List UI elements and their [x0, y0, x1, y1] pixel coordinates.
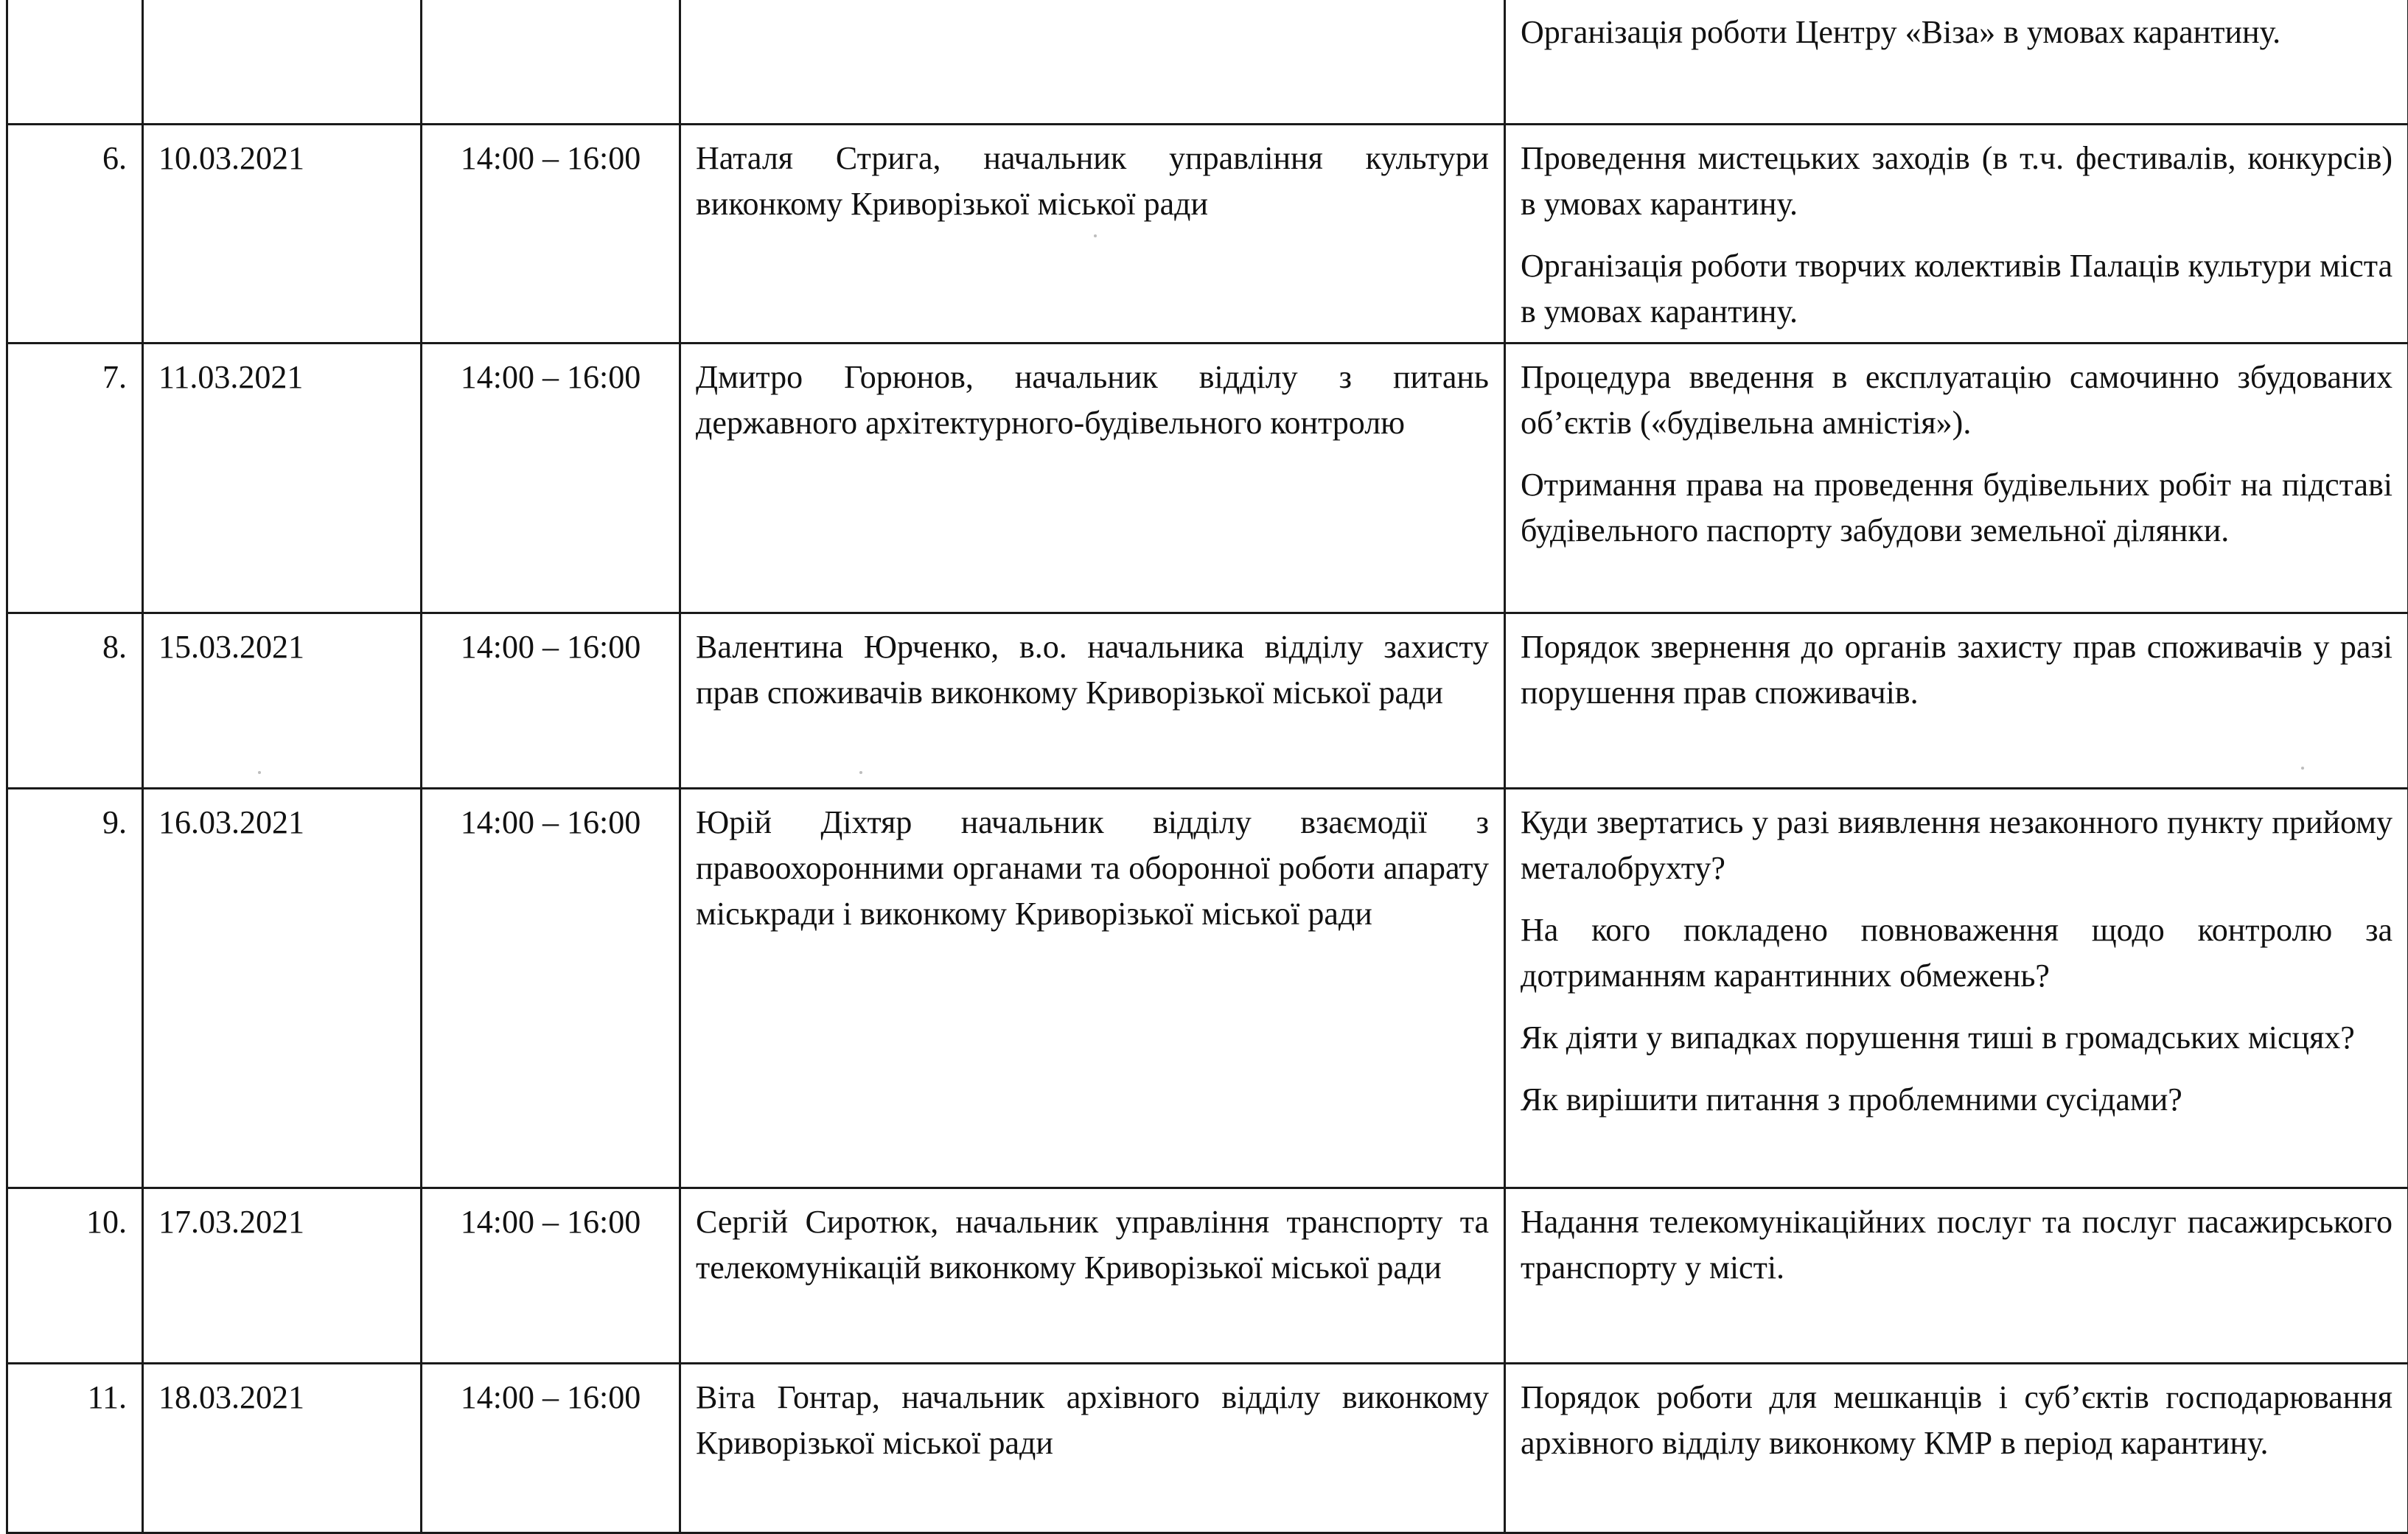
official-cell: Валентина Юрченко, в.о. начальника відділу захисту прав споживачів виконкому Криворізької міської ради [680, 613, 1505, 789]
topic-paragraph: Процедура введення в експлуатацію самочинно збудованих об’єктів («будівельна амністія»). [1521, 355, 2393, 446]
topics-cell [1505, 1364, 2408, 1533]
date-cell: 16.03.2021 [143, 789, 422, 1188]
row-number-cell [7, 0, 143, 125]
official-cell: Юрій Діхтяр начальник відділу взаємодії з правоохоронними органами та оборонної роботи апарату міськради і виконкому Криворізької міської ради [680, 789, 1505, 1188]
official-cell: Дмитро Горюнов, начальник відділу з питань державного архітектурного-будівельного контролю [680, 344, 1505, 613]
topics-cell [1505, 613, 2408, 789]
table-row [7, 0, 2408, 125]
table-row [7, 1188, 2408, 1364]
official-cell: Сергій Сиротюк, начальник управління транспорту та телекомунікацій виконкому Криворізької міської ради [680, 1188, 1505, 1364]
topic-paragraph: Порядок звернення до органів захисту прав споживачів у разі порушення прав споживачів. [1521, 624, 2393, 716]
table-row [7, 613, 2408, 789]
official-cell: Наталя Стрига, начальник управління культури виконкому Криворізької міської ради [680, 125, 1505, 344]
table-row [7, 344, 2408, 613]
time-cell: 14:00 – 16:00 [422, 344, 680, 613]
topic-paragraph: На кого покладено повноваження щодо контролю за дотриманням карантинних обмежень? [1521, 907, 2393, 999]
row-number-cell: 6. [7, 125, 143, 344]
topic-paragraph: Як вирішити питання з проблемними сусідами? [1521, 1077, 2393, 1123]
row-number-cell: 8. [7, 613, 143, 789]
date-cell: 10.03.2021 [143, 125, 422, 344]
topics-cell [1505, 789, 2408, 1188]
official-cell: Віта Гонтар, начальник архівного відділу виконкому Криворізької міської ради [680, 1364, 1505, 1533]
topics-cell [1505, 1188, 2408, 1364]
date-cell: 11.03.2021 [143, 344, 422, 613]
table-row [7, 789, 2408, 1188]
official-cell [680, 0, 1505, 125]
table-row [7, 1364, 2408, 1533]
topic-paragraph: Отримання права на проведення будівельних робіт на підставі будівельного паспорту забудови земельної ділянки. [1521, 462, 2393, 554]
scan-speck [859, 771, 862, 774]
topic-paragraph: Надання телекомунікаційних послуг та послуг пасажирського транспорту у місті. [1521, 1199, 2393, 1291]
time-cell [422, 0, 680, 125]
topics-cell [1505, 344, 2408, 613]
scan-speck [2301, 767, 2304, 770]
row-number-cell: 11. [7, 1364, 143, 1533]
scan-speck [258, 771, 261, 774]
time-cell: 14:00 – 16:00 [422, 613, 680, 789]
topic-paragraph: Куди звертатись у разі виявлення незаконного пункту прийому металобрухту? [1521, 800, 2393, 891]
topic-paragraph: Організація роботи творчих колективів Палаців культури міста в умовах карантину. [1521, 243, 2393, 335]
topics-cell [1505, 125, 2408, 344]
time-cell: 14:00 – 16:00 [422, 1364, 680, 1533]
time-cell: 14:00 – 16:00 [422, 789, 680, 1188]
date-cell: 18.03.2021 [143, 1364, 422, 1533]
scan-speck [1094, 234, 1097, 237]
date-cell: 17.03.2021 [143, 1188, 422, 1364]
topic-paragraph: Як діяти у випадках порушення тиші в громадських місцях? [1521, 1015, 2393, 1061]
date-cell [143, 0, 422, 125]
topic-paragraph: Організація роботи Центру «Віза» в умовах карантину. [1521, 10, 2393, 55]
table-row [7, 125, 2408, 344]
row-number-cell: 10. [7, 1188, 143, 1364]
topic-paragraph: Порядок роботи для мешканців і суб’єктів господарювання архівного відділу виконкому КМР в період карантину. [1521, 1375, 2393, 1466]
reception-schedule-table [6, 0, 2408, 1534]
topic-paragraph: Проведення мистецьких заходів (в т.ч. фестивалів, конкурсів) в умовах карантину. [1521, 136, 2393, 227]
date-cell: 15.03.2021 [143, 613, 422, 789]
time-cell: 14:00 – 16:00 [422, 1188, 680, 1364]
row-number-cell: 9. [7, 789, 143, 1188]
topics-cell [1505, 0, 2408, 125]
row-number-cell: 7. [7, 344, 143, 613]
time-cell: 14:00 – 16:00 [422, 125, 680, 344]
